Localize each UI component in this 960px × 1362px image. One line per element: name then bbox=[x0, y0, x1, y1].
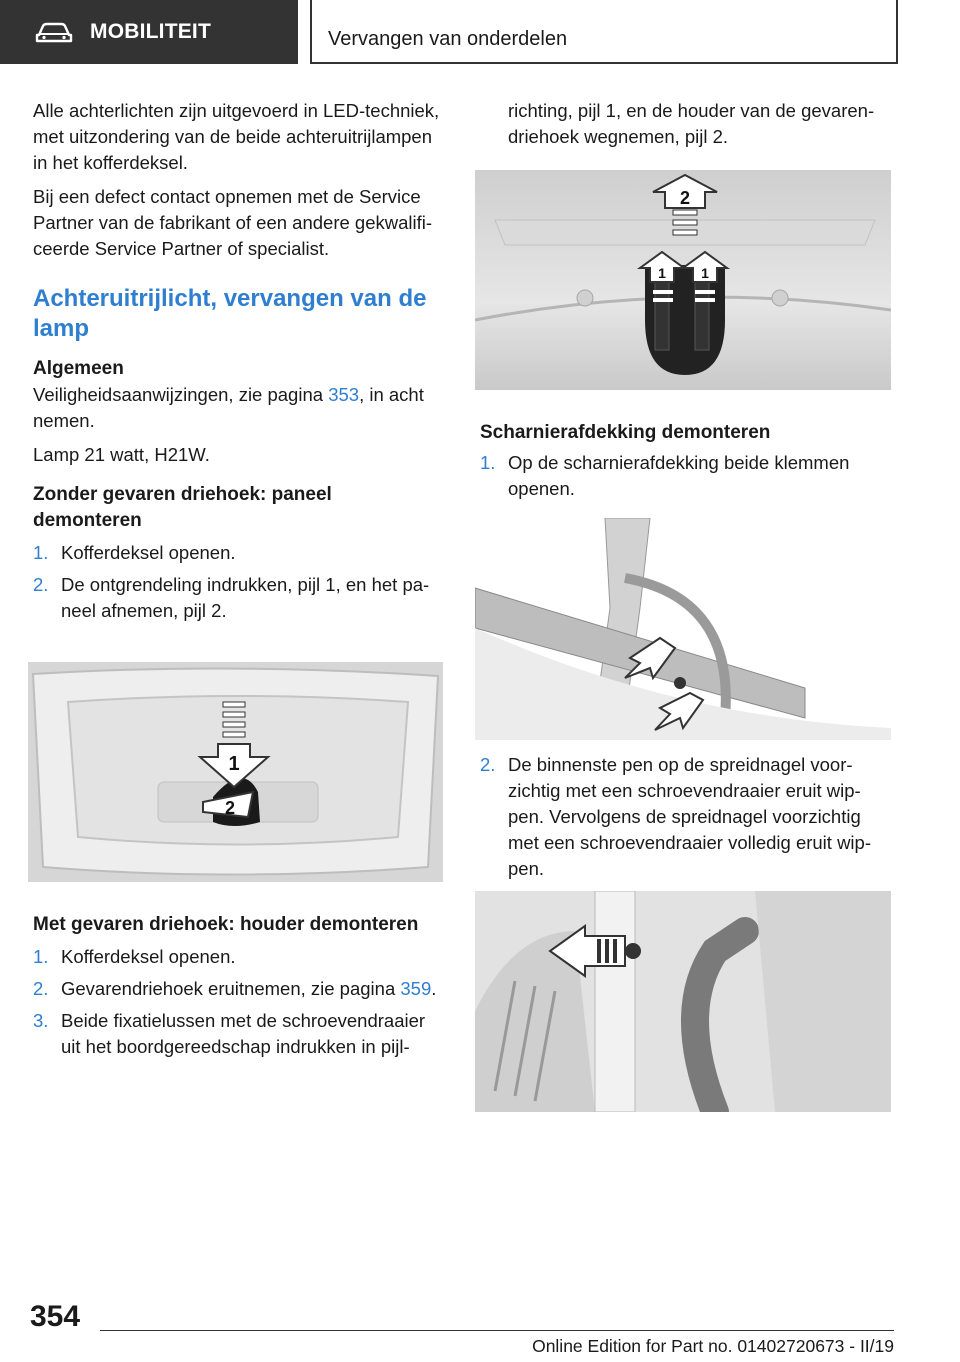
intro-paragraph-1: Alle achterlichten zijn uitgevoerd in LED-techniek, met uitzondering van de beide achteruitrijlampen in het kofferdeksel. bbox=[33, 100, 440, 173]
chapter-title: Vervangen van onderdelen bbox=[328, 28, 568, 50]
page-link-359[interactable]: 359 bbox=[400, 978, 432, 999]
list-item: 2. De binnenste pen op de spreidnagel voorzichtig met een schroevendraaier eruit wippen. Vervolgens de spreidnagel voorzichtig met een schroevendraaier volledig eruit wippen. bbox=[480, 754, 872, 879]
figure-label: 1 bbox=[658, 265, 666, 281]
general-heading: Algemeen bbox=[33, 358, 124, 379]
left-column-top bbox=[33, 98, 443, 630]
list-item: 1. Kofferdeksel openen. bbox=[33, 542, 236, 563]
section-tab bbox=[0, 0, 298, 64]
right-column-top bbox=[480, 98, 890, 150]
footer-divider bbox=[100, 1330, 894, 1331]
section-heading: Achteruitrijlicht, vervangen van de lamp bbox=[33, 285, 427, 342]
figure-hinge-cover bbox=[475, 518, 891, 740]
hinge-heading: Scharnierafdekking demonteren bbox=[480, 422, 771, 443]
footer-edition: Online Edition for Part no. 01402720673 - II/19 bbox=[532, 1336, 894, 1356]
figure-label: 2 bbox=[224, 798, 236, 818]
car-icon bbox=[34, 20, 74, 44]
figure-triangle-holder bbox=[475, 170, 891, 390]
safety-paragraph: Veiligheidsaanwijzingen, zie pagina 353, in acht nemen. bbox=[33, 384, 424, 431]
right-column-middle bbox=[480, 420, 890, 508]
figure-label: 1 bbox=[228, 753, 240, 775]
intro-paragraph-2: Bij een defect contact opnemen met de Service Partner van de fabrikant of een andere gekwalificeerde Service Partner of specialist. bbox=[33, 186, 433, 259]
figure-spreading-rivet bbox=[475, 891, 891, 1112]
figure-label: 2 bbox=[679, 188, 691, 208]
panel-heading: Zonder gevaren driehoek: paneel demonteren bbox=[33, 484, 332, 531]
page-number: 354 bbox=[30, 1300, 81, 1333]
right-column-bottom bbox=[480, 752, 890, 888]
figure-trunk-lid-panel bbox=[28, 662, 443, 882]
lamp-spec: Lamp 21 watt, H21W. bbox=[33, 444, 210, 465]
holder-heading: Met gevaren driehoek: houder demonteren bbox=[33, 914, 419, 935]
list-item: 1. Kofferdeksel openen. bbox=[33, 946, 236, 967]
list-item: 2. Gevarendriehoek eruitnemen, zie pagina 359. bbox=[33, 978, 437, 999]
list-item: 1. Op de scharnierafdekking beide klemmen openen. bbox=[480, 452, 850, 499]
section-title: MOBILITEIT bbox=[90, 20, 211, 43]
list-item: 2. De ontgrendeling indrukken, pijl 1, en het paneel afnemen, pijl 2. bbox=[33, 574, 430, 621]
list-item: 3. Beide fixatielussen met de schroevendraaier uit het boordgereedschap indrukken in pijl- bbox=[33, 1010, 426, 1057]
figure-label: 1 bbox=[701, 265, 709, 281]
left-column-bottom bbox=[33, 912, 448, 1066]
continued-step-text: richting, pijl 1, en de houder van de gevarendriehoek wegnemen, pijl 2. bbox=[508, 100, 875, 147]
page-link-353[interactable]: 353 bbox=[328, 384, 360, 405]
chapter-header bbox=[310, 0, 898, 64]
